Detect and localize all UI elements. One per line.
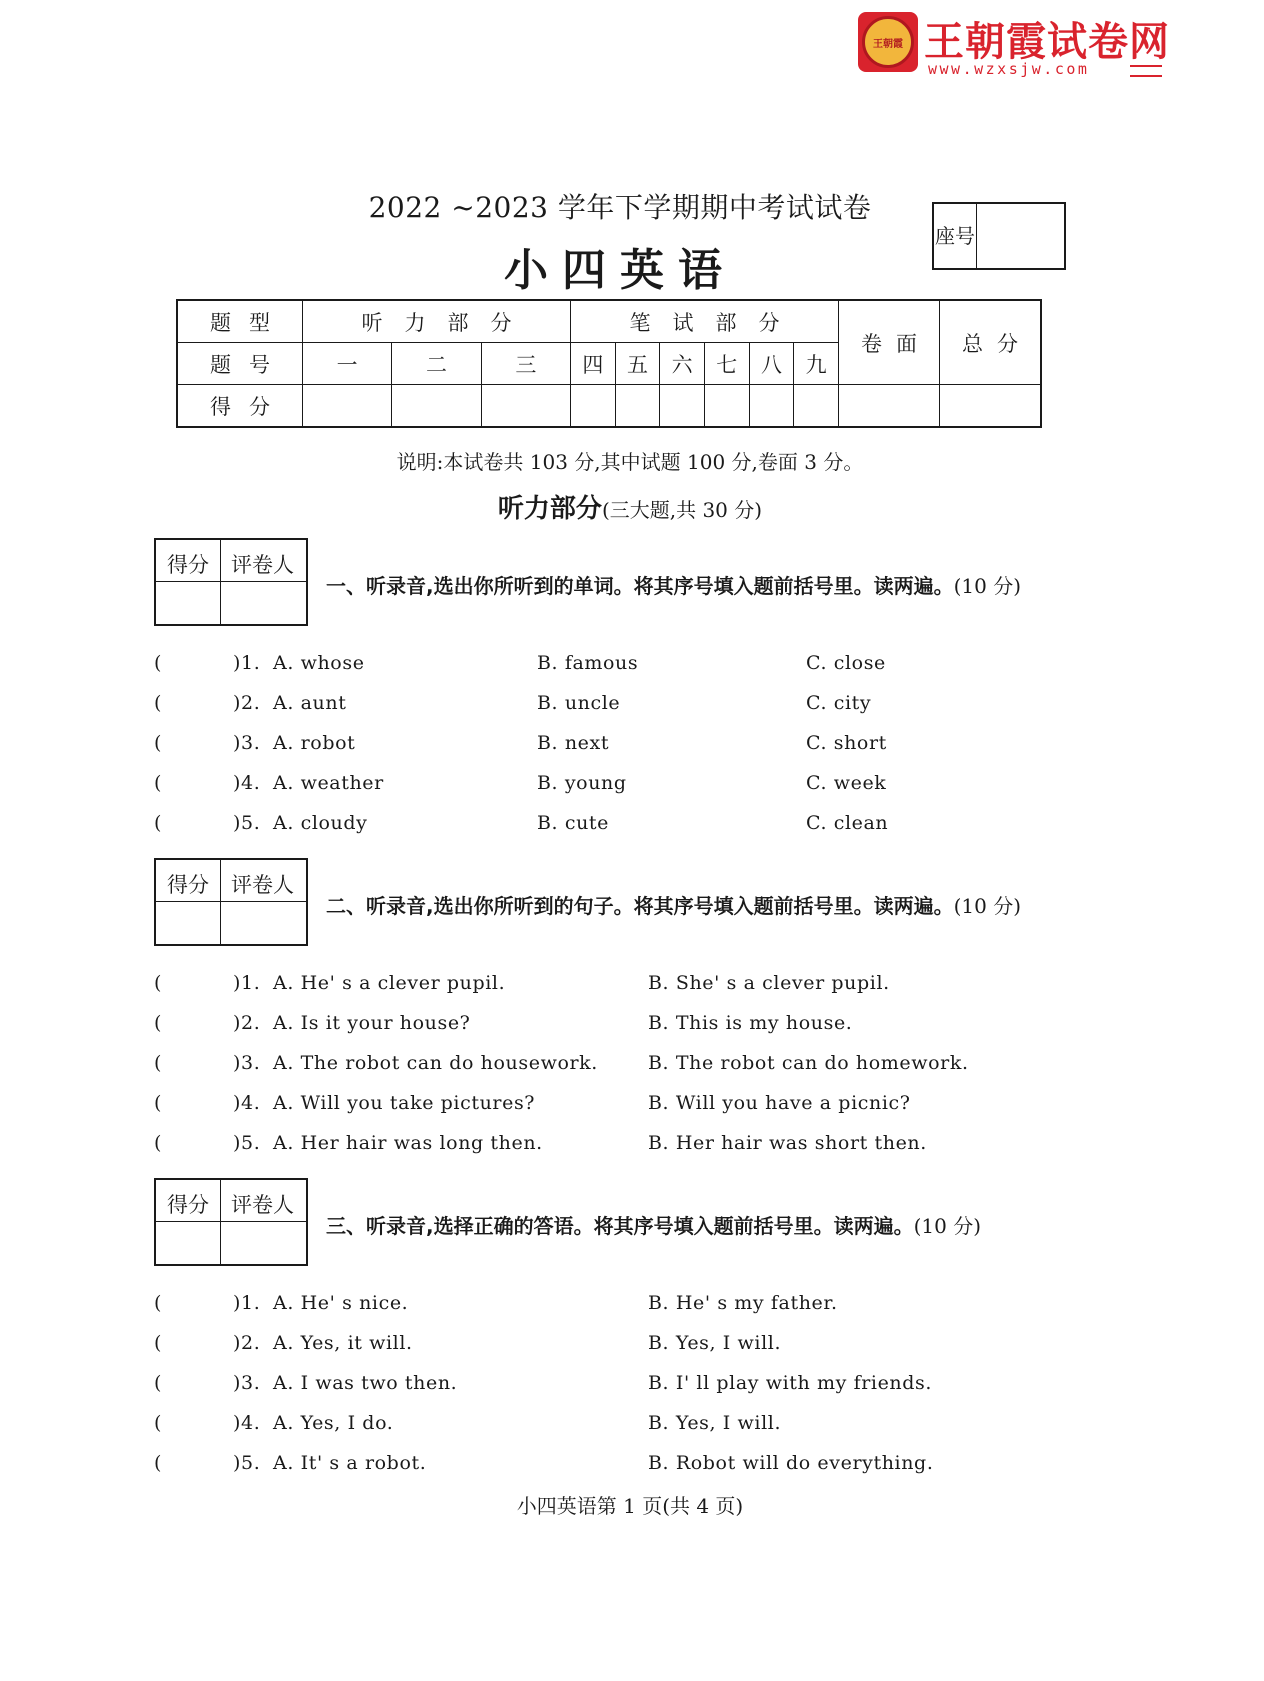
answer-bracket[interactable]: ( xyxy=(154,1132,163,1154)
option-a: A. It' s a robot. xyxy=(273,1452,427,1474)
listening-part-header: 听力部分 xyxy=(303,300,571,343)
site-logo xyxy=(858,10,1168,78)
neatness-header: 卷面 xyxy=(839,300,940,385)
option-c: C. close xyxy=(806,652,886,674)
question-number: 六 xyxy=(660,343,705,385)
score-table xyxy=(176,299,1042,428)
score-cell[interactable] xyxy=(704,385,749,428)
option-a: A. The robot can do housework. xyxy=(273,1052,598,1074)
seat-number-box xyxy=(932,202,1066,270)
option-b: B. uncle xyxy=(537,692,621,714)
option-a: A. aunt xyxy=(273,692,347,714)
score-cell[interactable] xyxy=(303,385,392,428)
answer-bracket[interactable]: ( xyxy=(154,1372,163,1394)
option-c: C. city xyxy=(806,692,872,714)
answer-bracket[interactable]: ( xyxy=(154,692,163,714)
option-b: B. He' s my father. xyxy=(648,1292,838,1314)
seat-label: 座号 xyxy=(934,204,977,268)
option-b: B. Robot will do everything. xyxy=(648,1452,934,1474)
question-number: 八 xyxy=(749,343,794,385)
question-number: 九 xyxy=(794,343,839,385)
score-cell[interactable] xyxy=(660,385,705,428)
score-cell[interactable] xyxy=(839,385,940,428)
score-cell[interactable] xyxy=(481,385,570,428)
answer-bracket[interactable]: ( xyxy=(154,812,163,834)
score-cell[interactable] xyxy=(749,385,794,428)
writing-part-header: 笔试部分 xyxy=(570,300,838,343)
answer-bracket[interactable]: ( xyxy=(154,1092,163,1114)
score-cell[interactable] xyxy=(570,385,615,428)
logo-name: 王朝霞试卷网 xyxy=(924,19,1170,65)
listening-part-title: 听力部分(三大题,共 30 分) xyxy=(497,494,763,524)
option-b: B. next xyxy=(537,732,610,754)
option-a: A. He' s a clever pupil. xyxy=(273,972,506,994)
exam-title: 2022 ~2023 学年下学期期中考试试卷 xyxy=(368,191,872,224)
section-title: 一、听录音,选出你所听到的单词。将其序号填入题前括号里。读两遍。(10 分) xyxy=(326,574,1022,598)
question-number: 七 xyxy=(704,343,749,385)
score-cell[interactable] xyxy=(940,385,1042,428)
option-a: A. Yes, I do. xyxy=(273,1412,394,1434)
option-b: B. The robot can do homework. xyxy=(648,1052,969,1074)
logo-badge-icon: 王朝霞 xyxy=(858,12,918,72)
question-number: 三 xyxy=(481,343,570,385)
total-header: 总分 xyxy=(940,300,1042,385)
logo-url: www.wzxsjw.com xyxy=(928,60,1090,78)
exam-note: 说明:本试卷共 103 分,其中试题 100 分,卷面 3 分。 xyxy=(396,450,864,474)
answer-bracket[interactable]: ( xyxy=(154,1292,163,1314)
option-a: A. robot xyxy=(273,732,356,754)
option-c: C. short xyxy=(806,732,887,754)
option-b: B. young xyxy=(537,772,627,794)
page-footer: 小四英语第 1 页(共 4 页) xyxy=(516,1494,744,1518)
score-cell[interactable] xyxy=(794,385,839,428)
answer-bracket[interactable]: ( xyxy=(154,1052,163,1074)
grader-box: 得分 评卷人 xyxy=(154,1178,308,1266)
option-c: C. clean xyxy=(806,812,889,834)
question-number: 四 xyxy=(570,343,615,385)
option-a: A. Yes, it will. xyxy=(273,1332,413,1354)
exam-subject: 小四英语 xyxy=(504,245,736,296)
option-b: B. Will you have a picnic? xyxy=(648,1092,911,1114)
logo-decoration xyxy=(1130,65,1162,77)
option-b: B. This is my house. xyxy=(648,1012,853,1034)
option-a: A. Will you take pictures? xyxy=(273,1092,536,1114)
option-b: B. Yes, I will. xyxy=(648,1412,782,1434)
option-b: B. Yes, I will. xyxy=(648,1332,782,1354)
grader-box: 得分 评卷人 xyxy=(154,538,308,626)
grader-box: 得分 评卷人 xyxy=(154,858,308,946)
option-c: C. week xyxy=(806,772,887,794)
option-b: B. famous xyxy=(537,652,639,674)
section-title: 二、听录音,选出你所听到的句子。将其序号填入题前括号里。读两遍。(10 分) xyxy=(326,894,1022,918)
option-b: B. She' s a clever pupil. xyxy=(648,972,890,994)
row-label: 题号 xyxy=(177,343,303,385)
option-a: A. I was two then. xyxy=(273,1372,458,1394)
answer-bracket[interactable]: ( xyxy=(154,772,163,794)
option-a: A. whose xyxy=(273,652,365,674)
option-b: B. I' ll play with my friends. xyxy=(648,1372,933,1394)
question-number: 二 xyxy=(392,343,481,385)
option-a: A. weather xyxy=(273,772,384,794)
answer-bracket[interactable]: ( xyxy=(154,1012,163,1034)
score-cell[interactable] xyxy=(615,385,660,428)
answer-bracket[interactable]: ( xyxy=(154,1412,163,1434)
row-label: 得分 xyxy=(177,385,303,428)
score-row-score xyxy=(177,385,1041,428)
option-a: A. Her hair was long then. xyxy=(273,1132,543,1154)
score-row-type xyxy=(177,300,1041,343)
score-cell[interactable] xyxy=(392,385,481,428)
row-label: 题型 xyxy=(177,300,303,343)
option-a: A. cloudy xyxy=(273,812,368,834)
option-a: A. He' s nice. xyxy=(273,1292,409,1314)
question-number: 一 xyxy=(303,343,392,385)
answer-bracket[interactable]: ( xyxy=(154,1332,163,1354)
option-b: B. cute xyxy=(537,812,609,834)
answer-bracket[interactable]: ( xyxy=(154,732,163,754)
answer-bracket[interactable]: ( xyxy=(154,972,163,994)
answer-bracket[interactable]: ( xyxy=(154,652,163,674)
question-number: 五 xyxy=(615,343,660,385)
answer-bracket[interactable]: ( xyxy=(154,1452,163,1474)
option-a: A. Is it your house? xyxy=(273,1012,471,1034)
option-b: B. Her hair was short then. xyxy=(648,1132,927,1154)
section-title: 三、听录音,选择正确的答语。将其序号填入题前括号里。读两遍。(10 分) xyxy=(326,1214,982,1238)
